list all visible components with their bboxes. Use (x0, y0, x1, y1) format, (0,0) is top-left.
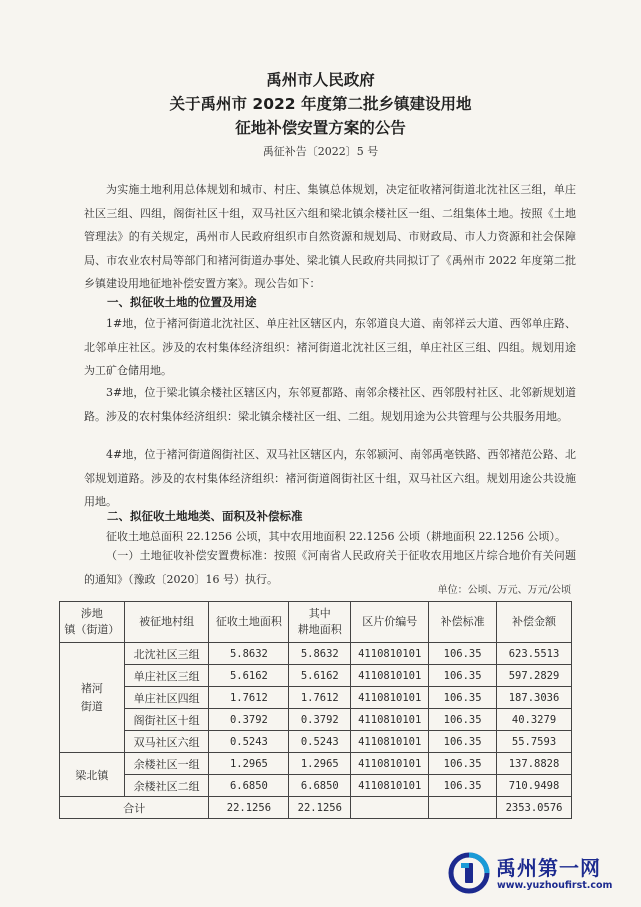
amount-cell: 137.8828 (497, 753, 572, 775)
group-cell: 北沈社区三组 (124, 643, 209, 665)
group-cell: 阁街社区十组 (124, 709, 209, 731)
intro-paragraph: 为实施土地利用总体规划和城市、村庄、集镇总体规划，决定征收褚河街道北沈社区三组，单庄社区三组、四组，阁街社区十组，双马社区六组和梁北镇余楼社区一组、二组集体土地。按照《土地管理法》的有关规定，禹州市人民政府组织市自然资源和规划局、市财政局、市人力资源和社会保障局、市农业农村局等部门和褚河街道办事处、梁北镇人民政府共同拟订了《禹州市 2022 年度第二批乡镇建设用地征地补偿安置方案》。现公告如下： (84, 183, 576, 290)
header-group: 被征地村组 (124, 602, 209, 643)
section2-heading: 二、拟征收土地地类、面积及补偿标准 (107, 509, 303, 523)
table-total-row (60, 797, 572, 819)
group-cell: 单庄社区三组 (124, 665, 209, 687)
header-amount: 补偿金额 (497, 602, 572, 643)
area-cell: 5.8632 (209, 643, 289, 665)
area-cell: 1.2965 (209, 753, 289, 775)
town-chuhe-line1: 褚河 (80, 681, 103, 695)
table-row (60, 709, 572, 731)
code-cell: 4110810101 (351, 731, 429, 753)
amount-cell: 40.3279 (497, 709, 572, 731)
header-farmland-line2: 耕地面积 (297, 623, 342, 636)
town-chuhe-line2: 街道 (80, 699, 103, 713)
table-row (60, 643, 572, 665)
group-cell: 余楼社区二组 (124, 775, 209, 797)
table-row (60, 731, 572, 753)
farmland-cell: 0.5243 (289, 731, 351, 753)
farmland-cell: 0.3792 (289, 709, 351, 731)
issuer-title: 禹州市人民政府 (266, 71, 375, 89)
header-town-line1: 涉地 (80, 607, 103, 620)
code-cell: 4110810101 (351, 687, 429, 709)
code-cell: 4110810101 (351, 753, 429, 775)
total-rate-empty (429, 797, 497, 819)
header-town (60, 602, 125, 643)
rate-cell: 106.35 (429, 643, 497, 665)
site-name: 禹州第一网 (496, 856, 601, 880)
group-cell: 单庄社区四组 (124, 687, 209, 709)
plot-4-paragraph: 4#地，位于褚河街道阁街社区、双马社区辖区内，东邻颍河、南邻禹亳铁路、西邻褚范公路、北邻规划道路。涉及的农村集体经济组织：褚河街道阁街社区十组，双马社区六组。规划用途公共设施用地。 (84, 448, 576, 508)
group-cell: 余楼社区一组 (124, 753, 209, 775)
document-number: 禹征补告〔2022〕5 号 (262, 145, 379, 158)
amount-cell: 187.3036 (497, 687, 572, 709)
area-cell: 0.3792 (209, 709, 289, 731)
section1-heading: 一、拟征收土地的位置及用途 (107, 295, 257, 309)
total-label: 合计 (60, 797, 209, 819)
farmland-cell: 6.6850 (289, 775, 351, 797)
header-area: 征收土地面积 (209, 602, 289, 643)
amount-cell: 623.5513 (497, 643, 572, 665)
amount-cell: 597.2829 (497, 665, 572, 687)
rate-cell: 106.35 (429, 665, 497, 687)
total-code-empty (351, 797, 429, 819)
site-logo-icon (448, 852, 490, 894)
town-cell-liangbei: 梁北镇 (60, 753, 125, 797)
area-cell: 1.7612 (209, 687, 289, 709)
farmland-cell: 1.7612 (289, 687, 351, 709)
area-cell: 6.6850 (209, 775, 289, 797)
farmland-cell: 5.6162 (289, 665, 351, 687)
code-cell: 4110810101 (351, 665, 429, 687)
header-rate: 补偿标准 (429, 602, 497, 643)
header-farmland-line1: 其中 (308, 607, 331, 620)
rate-cell: 106.35 (429, 731, 497, 753)
area-cell: 5.6162 (209, 665, 289, 687)
rate-cell: 106.35 (429, 775, 497, 797)
table-row (60, 753, 572, 775)
area-summary: 征收土地总面积 22.1256 公顷，其中农用地面积 22.1256 公顷（耕地面积 22.1256 公顷）。 (106, 530, 566, 543)
header-code: 区片价编号 (351, 602, 429, 643)
notice-title-line1: 关于禹州市 2022 年度第二批乡镇建设用地 (169, 95, 472, 113)
code-cell: 4110810101 (351, 709, 429, 731)
total-amount: 2353.0576 (497, 797, 572, 819)
notice-title-line2: 征地补偿安置方案的公告 (235, 119, 406, 137)
plot-1-paragraph: 1#地，位于褚河街道北沈社区、单庄社区辖区内，东邻道良大道、南邻祥云大道、西邻单庄路、北邻单庄社区。涉及的农村集体经济组织：褚河街道北沈社区三组，单庄社区三组、四组。规划用途为工矿仓储用地。 (84, 317, 576, 377)
total-farmland: 22.1256 (289, 797, 351, 819)
code-cell: 4110810101 (351, 643, 429, 665)
rate-cell: 106.35 (429, 709, 497, 731)
header-farmland (289, 602, 351, 643)
area-cell: 0.5243 (209, 731, 289, 753)
site-url: www.yuzhoufirst.com (497, 880, 613, 891)
table-row (60, 665, 572, 687)
table-unit-note: 单位：公顷、万元、万元/公顷 (437, 585, 571, 596)
farmland-cell: 5.8632 (289, 643, 351, 665)
table-row (60, 687, 572, 709)
compensation-table (59, 601, 572, 819)
table-row (60, 775, 572, 797)
town-cell-chuhe (60, 643, 125, 753)
group-cell: 双马社区六组 (124, 731, 209, 753)
total-area: 22.1256 (209, 797, 289, 819)
plot-3-paragraph: 3#地，位于梁北镇余楼社区辖区内，东邻夏都路、南邻余楼社区、西邻殷村社区、北邻新规划道路。涉及的农村集体经济组织：梁北镇余楼社区一组、二组。规划用途为公共管理与公共服务用地。 (84, 386, 576, 423)
farmland-cell: 1.2965 (289, 753, 351, 775)
rate-cell: 106.35 (429, 753, 497, 775)
amount-cell: 710.9498 (497, 775, 572, 797)
header-town-line2: 镇（街道） (64, 623, 120, 636)
compensation-standard: （一）土地征收补偿安置费标准：按照《河南省人民政府关于征收农用地区片综合地价有关问题的通知》（豫政〔2020〕16 号）执行。 (84, 549, 576, 586)
site-watermark (448, 850, 628, 900)
rate-cell: 106.35 (429, 687, 497, 709)
table-header-row (60, 602, 572, 643)
amount-cell: 55.7593 (497, 731, 572, 753)
code-cell: 4110810101 (351, 775, 429, 797)
